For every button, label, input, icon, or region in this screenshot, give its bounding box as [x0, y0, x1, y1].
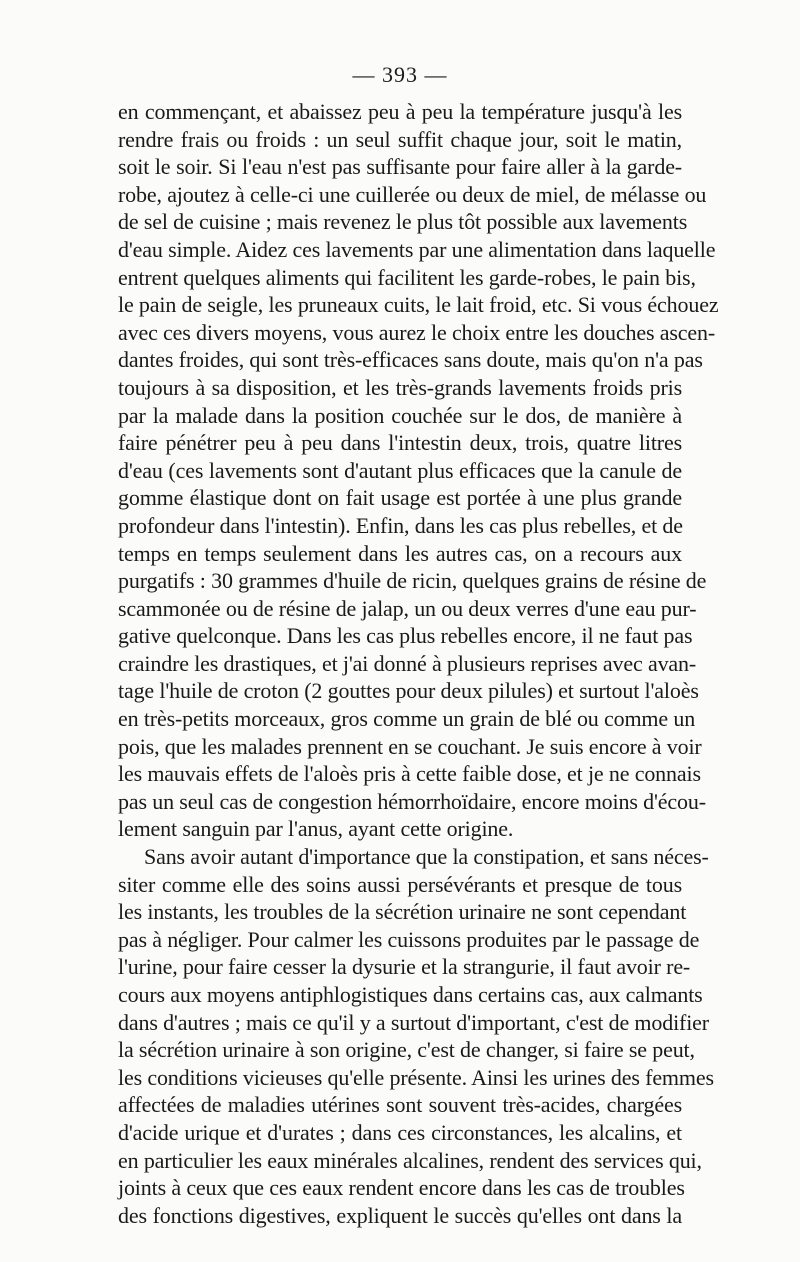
- text-line: en commençant, et abaissez peu à peu la température jusqu'à les: [118, 99, 682, 124]
- text-line: dans d'autres ; mais ce qu'il y a surtout d'important, c'est de modifier: [118, 1009, 709, 1035]
- text-line: les instants, les troubles de la sécrétion urinaire ne sont cependant: [118, 899, 687, 925]
- text-line: soit le soir. Si l'eau n'est pas suffisante pour faire aller à la garde-: [118, 154, 682, 180]
- text-line: affectées de maladies utérines sont souvent très-acides, chargées: [118, 1092, 682, 1118]
- text-line: pas un seul cas de congestion hémorrhoïdaire, encore moins d'écou-: [118, 788, 706, 814]
- text-line: d'eau simple. Aidez ces lavements par une alimentation dans laquelle: [118, 236, 716, 262]
- text-line: d'acide urique et d'urates ; dans ces circonstances, les alcalins, et: [118, 1119, 682, 1145]
- text-line: lement sanguin par l'anus, ayant cette origine.: [118, 816, 514, 842]
- text-line: gomme élastique dont on fait usage est portée à une plus grande: [118, 485, 682, 511]
- text-line: rendre frais ou froids : un seul suffit chaque jour, soit le matin,: [118, 126, 682, 152]
- text-line: robe, ajoutez à celle-ci une cuillerée ou deux de miel, de mélasse ou: [118, 181, 707, 207]
- text-line: profondeur dans l'intestin). Enfin, dans les cas plus rebelles, et de: [118, 512, 683, 538]
- text-line: Sans avoir autant d'importance que la constipation, et sans néces-: [144, 844, 709, 870]
- paragraph-2: [118, 843, 714, 1229]
- body-text: [118, 98, 719, 1229]
- text-line: dantes froides, qui sont très-efficaces sans doute, mais qu'on n'a pas: [118, 347, 703, 373]
- text-line: cours aux moyens antiphlogistiques dans certains cas, aux calmants: [118, 982, 703, 1007]
- page-number: — 393 —: [352, 62, 448, 87]
- text-line: entrent quelques aliments qui facilitent les garde-robes, le pain bis,: [118, 264, 696, 290]
- text-line: gative quelconque. Dans les cas plus rebelles encore, il ne faut pas: [118, 623, 693, 649]
- text-line: scammonée ou de résine de jalap, un ou deux verres d'une eau pur-: [118, 595, 697, 621]
- text-line: l'urine, pour faire cesser la dysurie et la strangurie, il faut avoir re-: [118, 954, 691, 980]
- text-line: tage l'huile de croton (2 gouttes pour deux pilules) et surtout l'aloès: [118, 678, 699, 704]
- text-line: faire pénétrer peu à peu dans l'intestin deux, trois, quatre litres: [118, 430, 682, 456]
- text-line: avec ces divers moyens, vous aurez le choix entre les douches ascen-: [118, 319, 716, 345]
- text-line: d'eau (ces lavements sont d'autant plus efficaces que la canule de: [118, 457, 682, 483]
- text-line: les conditions vicieuses qu'elle présente. Ainsi les urines des femmes: [118, 1064, 714, 1090]
- text-line: pas à négliger. Pour calmer les cuissons produites par le passage de: [118, 926, 700, 952]
- text-line: la sécrétion urinaire à son origine, c'est de changer, si faire se peut,: [118, 1037, 695, 1063]
- text-line: pois, que les malades prennent en se couchant. Je suis encore à voir: [118, 733, 702, 759]
- text-line: temps en temps seulement dans les autres cas, on a recours aux: [118, 540, 682, 566]
- text-line: les mauvais effets de l'aloès pris à cette faible dose, et je ne connais: [118, 761, 701, 787]
- text-line: de sel de cuisine ; mais revenez le plus tôt possible aux lavements: [118, 209, 688, 235]
- paragraph-1: [118, 98, 719, 843]
- text-line: en très-petits morceaux, gros comme un grain de blé ou comme un: [118, 706, 696, 732]
- text-line: siter comme elle des soins aussi persévérants et presque de tous: [118, 871, 682, 897]
- text-line: en particulier les eaux minérales alcalines, rendent des services qui,: [118, 1147, 702, 1173]
- text-line: purgatifs : 30 grammes d'huile de ricin, quelques grains de résine de: [118, 568, 707, 594]
- text-line: craindre les drastiques, et j'ai donné à plusieurs reprises avec avan-: [118, 650, 697, 676]
- text-line: joints à ceux que ces eaux rendent encore dans les cas de troubles: [118, 1175, 685, 1201]
- text-line: par la malade dans la position couchée sur le dos, de manière à: [118, 402, 682, 428]
- text-line: des fonctions digestives, expliquent le succès qu'elles ont dans la: [118, 1202, 682, 1228]
- text-line: le pain de seigle, les pruneaux cuits, le lait froid, etc. Si vous échouez: [118, 292, 719, 318]
- text-line: toujours à sa disposition, et les très-grands lavements froids pris: [118, 374, 682, 400]
